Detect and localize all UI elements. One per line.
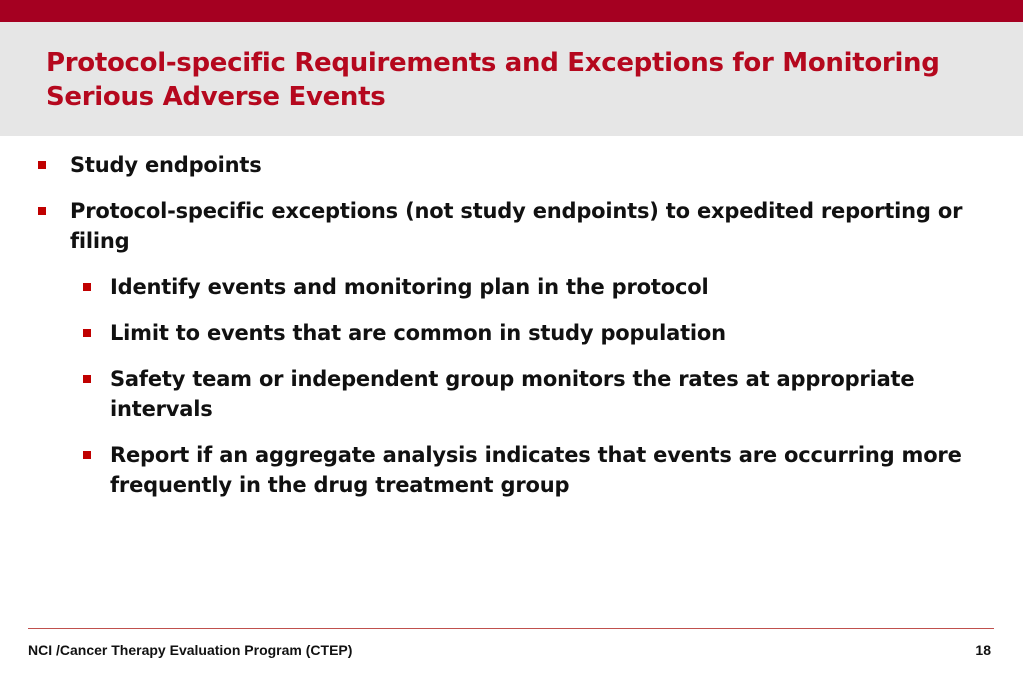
square-bullet-icon [38, 161, 46, 169]
bullet-text: Safety team or independent group monitors the rates at appropriate intervals [110, 367, 915, 421]
square-bullet-icon [83, 451, 91, 459]
footer-organization: NCI /Cancer Therapy Evaluation Program (CTEP) [28, 642, 353, 658]
top-accent-bar [0, 0, 1023, 22]
sub-bullet-item [110, 318, 980, 348]
sub-bullet-item [110, 364, 940, 424]
square-bullet-icon [83, 283, 91, 291]
slide-title: Protocol-specific Requirements and Exceptions for Monitoring Serious Adverse Events [46, 48, 940, 112]
bullet-text: Report if an aggregate analysis indicates that events are occurring more frequently in the drug treatment group [110, 443, 962, 497]
square-bullet-icon [83, 329, 91, 337]
bullet-text: Study endpoints [70, 153, 262, 177]
bullet-item [70, 196, 970, 256]
square-bullet-icon [38, 207, 46, 215]
bullet-text: Limit to events that are common in study population [110, 321, 726, 345]
sub-bullet-item [110, 440, 990, 500]
square-bullet-icon [83, 375, 91, 383]
bullet-item [70, 150, 970, 180]
page-number: 18 [975, 642, 991, 658]
bullet-text: Protocol-specific exceptions (not study endpoints) to expedited reporting or filing [70, 199, 963, 253]
footer-divider [28, 628, 994, 629]
sub-bullet-item [110, 272, 980, 302]
bullet-text: Identify events and monitoring plan in the protocol [110, 275, 709, 299]
